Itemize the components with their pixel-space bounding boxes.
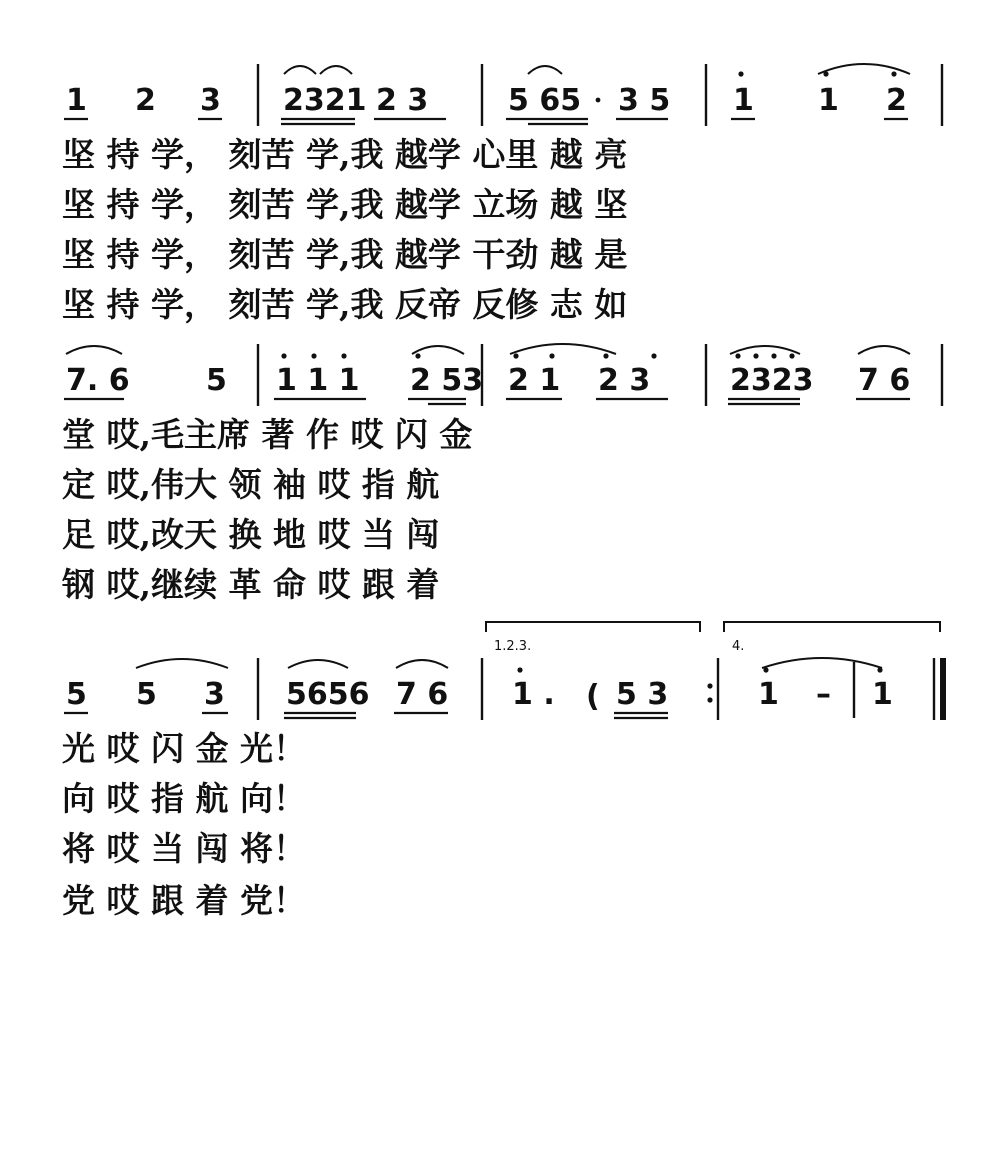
octave-dot (753, 353, 758, 358)
slur (66, 346, 122, 354)
note: 2 (886, 83, 907, 118)
octave-dot (891, 71, 896, 76)
note: 7 6 (396, 677, 449, 712)
octave-dot (789, 353, 794, 358)
note: 1 (66, 83, 87, 118)
volta-brackets (486, 622, 940, 654)
octave-dot (517, 667, 522, 672)
note: 5 65 (508, 83, 582, 118)
slur (396, 660, 448, 668)
note: 7. 6 (66, 363, 130, 398)
note: 1 (818, 83, 839, 118)
note: 2 1 (508, 363, 561, 398)
octave-dot (738, 71, 743, 76)
note: 3 (204, 677, 225, 712)
note: 1 (872, 677, 893, 712)
note: 1 1 1 (276, 363, 360, 398)
system-2 (62, 344, 942, 604)
octave-dot (341, 353, 346, 358)
slur (136, 659, 228, 668)
lyric-line: 钢 哎,继续 革 命 哎 跟 着 (62, 565, 440, 604)
lyric-line: 坚 持 学， 刻苦 学,我 反帝 反修 志 如 (62, 285, 628, 324)
octave-dot (823, 71, 828, 76)
system-2-lyrics (62, 415, 472, 604)
slur (320, 66, 352, 74)
system-3-notation (66, 677, 893, 714)
lyric-line: 将 哎 当 闯 将！ (62, 829, 306, 868)
octave-dot (549, 353, 554, 358)
repeat-dot (707, 697, 712, 702)
lyric-line: 向 哎 指 航 向！ (62, 779, 306, 818)
volta-bracket (486, 622, 700, 632)
lyric-line: 定 哎,伟大 领 袖 哎 指 航 (62, 465, 440, 504)
octave-dot (415, 353, 420, 358)
system-1-marks (64, 64, 942, 126)
octave-dot (311, 353, 316, 358)
system-1-lyrics (62, 135, 627, 324)
note: 2 3 (598, 363, 651, 398)
system-3-marks (64, 658, 946, 720)
note: 1 . (512, 677, 555, 712)
note: 5656 (286, 677, 370, 712)
octave-dot (735, 353, 740, 358)
note: 5 (136, 677, 157, 712)
lyric-line: 光 哎 闪 金 光！ (62, 729, 306, 768)
slur (762, 658, 882, 668)
note: – (816, 677, 831, 712)
lyric-line: 堂 哎,毛主席 著 作 哎 闪 金 (62, 415, 473, 454)
note: 2323 (730, 363, 814, 398)
lyric-line: 党 哎 跟 着 党！ (62, 881, 306, 920)
note: ( (586, 679, 600, 714)
slur (412, 346, 464, 354)
octave-dot (651, 353, 656, 358)
note: 3 (200, 83, 221, 118)
lyric-line: 坚 持 学， 刻苦 学,我 越学 心里 越 亮 (62, 135, 628, 174)
octave-dot (281, 353, 286, 358)
note: 1 (733, 83, 754, 118)
note: 2 3 (376, 83, 429, 118)
note: 5 (206, 363, 227, 398)
slur (288, 660, 348, 668)
note: 5 3 (616, 677, 669, 712)
note: 3 5 (618, 83, 671, 118)
slur (528, 66, 562, 74)
lyric-line: 足 哎,改天 换 地 哎 当 闯 (62, 515, 440, 554)
dot-mark (596, 98, 601, 103)
slur (858, 346, 910, 354)
note: 7 6 (858, 363, 911, 398)
system-1-notation (66, 83, 907, 118)
octave-dot (771, 353, 776, 358)
volta-label: 4. (732, 639, 745, 654)
system-2-notation (66, 363, 910, 398)
system-3-lyrics (62, 729, 306, 920)
octave-dot (877, 667, 882, 672)
lyric-line: 坚 持 学， 刻苦 学,我 越学 干劲 越 是 (62, 235, 628, 274)
octave-dot (603, 353, 608, 358)
lyric-line: 坚 持 学， 刻苦 学,我 越学 立场 越 坚 (62, 185, 628, 224)
system-1 (62, 64, 942, 324)
octave-dot (763, 667, 768, 672)
octave-dot (513, 353, 518, 358)
final-barline-thick (940, 658, 946, 720)
slur (510, 344, 616, 354)
volta-bracket (724, 622, 940, 632)
note: 2321 (283, 83, 367, 118)
note: 2 (135, 83, 156, 118)
repeat-dot (707, 683, 712, 688)
system-3 (62, 622, 946, 920)
note: 5 (66, 677, 87, 712)
slur (284, 66, 316, 74)
note: 1 (758, 677, 779, 712)
volta-label: 1.2.3. (494, 639, 532, 654)
note: 2 53 (410, 363, 484, 398)
slur (730, 346, 800, 354)
slur (818, 64, 910, 74)
